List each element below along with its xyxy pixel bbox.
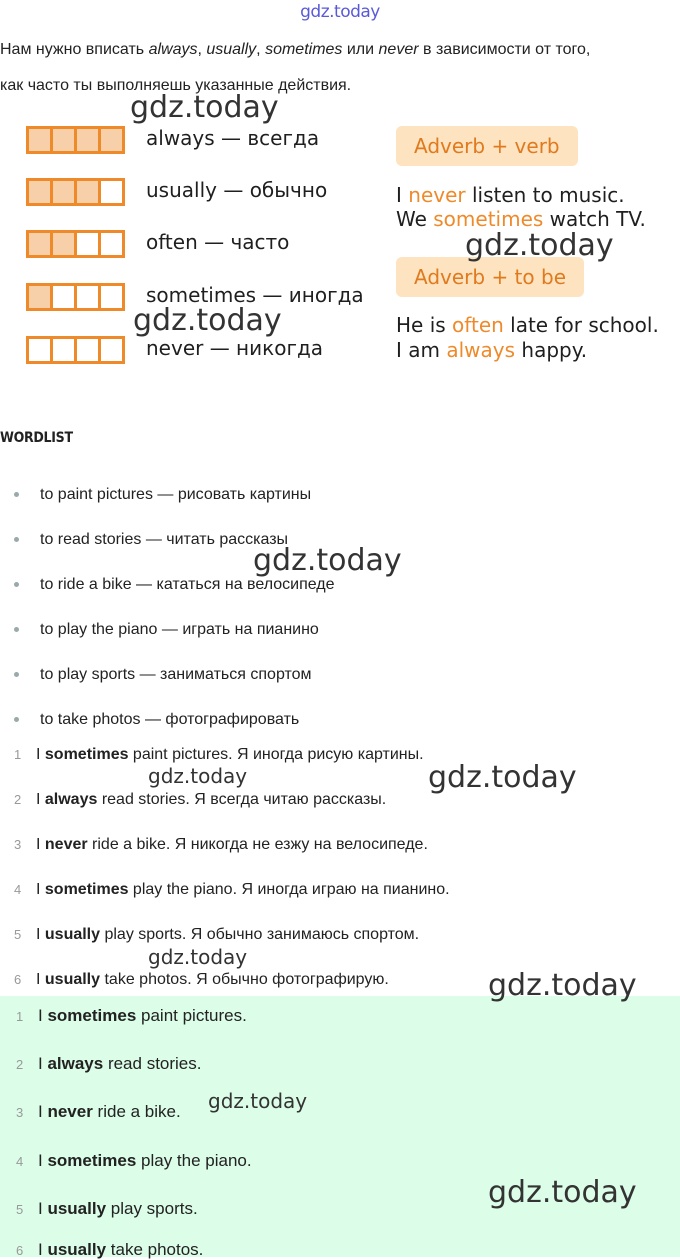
- watermark: gdz.today: [253, 543, 402, 578]
- intro-word-never: never: [378, 41, 419, 58]
- list-item: to play sports — заниматься спортом: [14, 666, 312, 684]
- intro-sep: ,: [256, 41, 266, 58]
- rule-example-1: I never listen to music.: [396, 183, 625, 207]
- watermark: gdz.today: [488, 968, 637, 1003]
- rule-example-3: He is often late for school.: [396, 313, 659, 337]
- frequency-squares: [26, 178, 126, 206]
- frequency-label: often — часто: [146, 230, 290, 254]
- frequency-label: never — никогда: [146, 336, 324, 360]
- intro-part: Нам нужно вписать: [0, 41, 149, 58]
- rule-pill-adverb-tobe: Adverb + to be: [396, 257, 584, 297]
- frequency-row-sometimes: [26, 281, 364, 313]
- answer-box-row: 5 I usually play sports.: [16, 1199, 198, 1218]
- watermark: gdz.today: [148, 764, 248, 788]
- intro-part-2: как часто ты выполняешь указанные действия.: [0, 77, 352, 94]
- bullet-icon: [14, 717, 19, 722]
- frequency-squares: [26, 283, 126, 311]
- bullet-icon: [14, 672, 19, 677]
- intro-sep: или: [342, 41, 379, 58]
- frequency-squares: [26, 230, 126, 258]
- watermark: gdz.today: [130, 90, 279, 125]
- bullet-icon: [14, 627, 19, 632]
- list-item: to take photos — фотографировать: [14, 711, 299, 729]
- frequency-label: always — всегда: [146, 126, 320, 150]
- list-item: to ride a bike — кататься на велосипеде: [14, 576, 335, 594]
- rule-example-2: We sometimes watch TV.: [396, 207, 646, 231]
- intro-word-sometimes: sometimes: [265, 41, 343, 58]
- watermark: gdz.today: [465, 228, 614, 263]
- answer-row: 1 I sometimes paint pictures. Я иногда рисую картины.: [14, 746, 424, 763]
- watermark: gdz.today: [428, 760, 577, 795]
- intro-word-usually: usually: [206, 41, 257, 58]
- watermark: gdz.today: [488, 1175, 637, 1210]
- intro-sep: ,: [197, 41, 207, 58]
- wordlist-title: WORDLIST: [0, 430, 73, 446]
- answer-box-row: 1 I sometimes paint pictures.: [16, 1006, 247, 1025]
- answer-row: 2 I always read stories. Я всегда читаю рассказы.: [14, 791, 387, 808]
- frequency-row-never: [26, 334, 324, 366]
- answer-box-row: 3 I never ride a bike.: [16, 1102, 181, 1121]
- answer-row: 3 I never ride a bike. Я никогда не езжу на велосипеде.: [14, 836, 428, 853]
- list-item: to play the piano — играть на пианино: [14, 621, 319, 639]
- bullet-icon: [14, 582, 19, 587]
- intro-part: в зависимости от того,: [418, 41, 591, 58]
- watermark: gdz.today: [133, 303, 282, 338]
- list-item: to paint pictures — рисовать картины: [14, 486, 311, 504]
- frequency-label: sometimes — иногда: [146, 283, 364, 307]
- bullet-icon: [14, 537, 19, 542]
- bullet-icon: [14, 492, 19, 497]
- frequency-row-often: [26, 228, 290, 260]
- answer-box-row: 2 I always read stories.: [16, 1054, 202, 1073]
- frequency-squares: [26, 336, 126, 364]
- list-item: to read stories — читать рассказы: [14, 531, 288, 549]
- top-watermark: gdz.today: [300, 2, 380, 22]
- intro-text: [0, 32, 680, 104]
- rule-pill-adverb-verb: Adverb + verb: [396, 126, 578, 166]
- answer-row: 4 I sometimes play the piano. Я иногда играю на пианино.: [14, 881, 450, 898]
- frequency-squares: [26, 126, 126, 154]
- frequency-label: usually — обычно: [146, 178, 328, 202]
- watermark: gdz.today: [208, 1089, 308, 1113]
- answer-box-row: 6 I usually take photos.: [16, 1240, 204, 1259]
- watermark: gdz.today: [148, 945, 248, 969]
- answer-row: 6 I usually take photos. Я обычно фотографирую.: [14, 971, 389, 988]
- frequency-row-always: [26, 124, 320, 156]
- frequency-row-usually: [26, 176, 328, 208]
- answer-box: [0, 996, 680, 1257]
- intro-word-always: always: [148, 41, 198, 58]
- answer-row: 5 I usually play sports. Я обычно занимаюсь спортом.: [14, 926, 420, 943]
- rule-example-4: I am always happy.: [396, 338, 588, 362]
- answer-box-row: 4 I sometimes play the piano.: [16, 1151, 252, 1170]
